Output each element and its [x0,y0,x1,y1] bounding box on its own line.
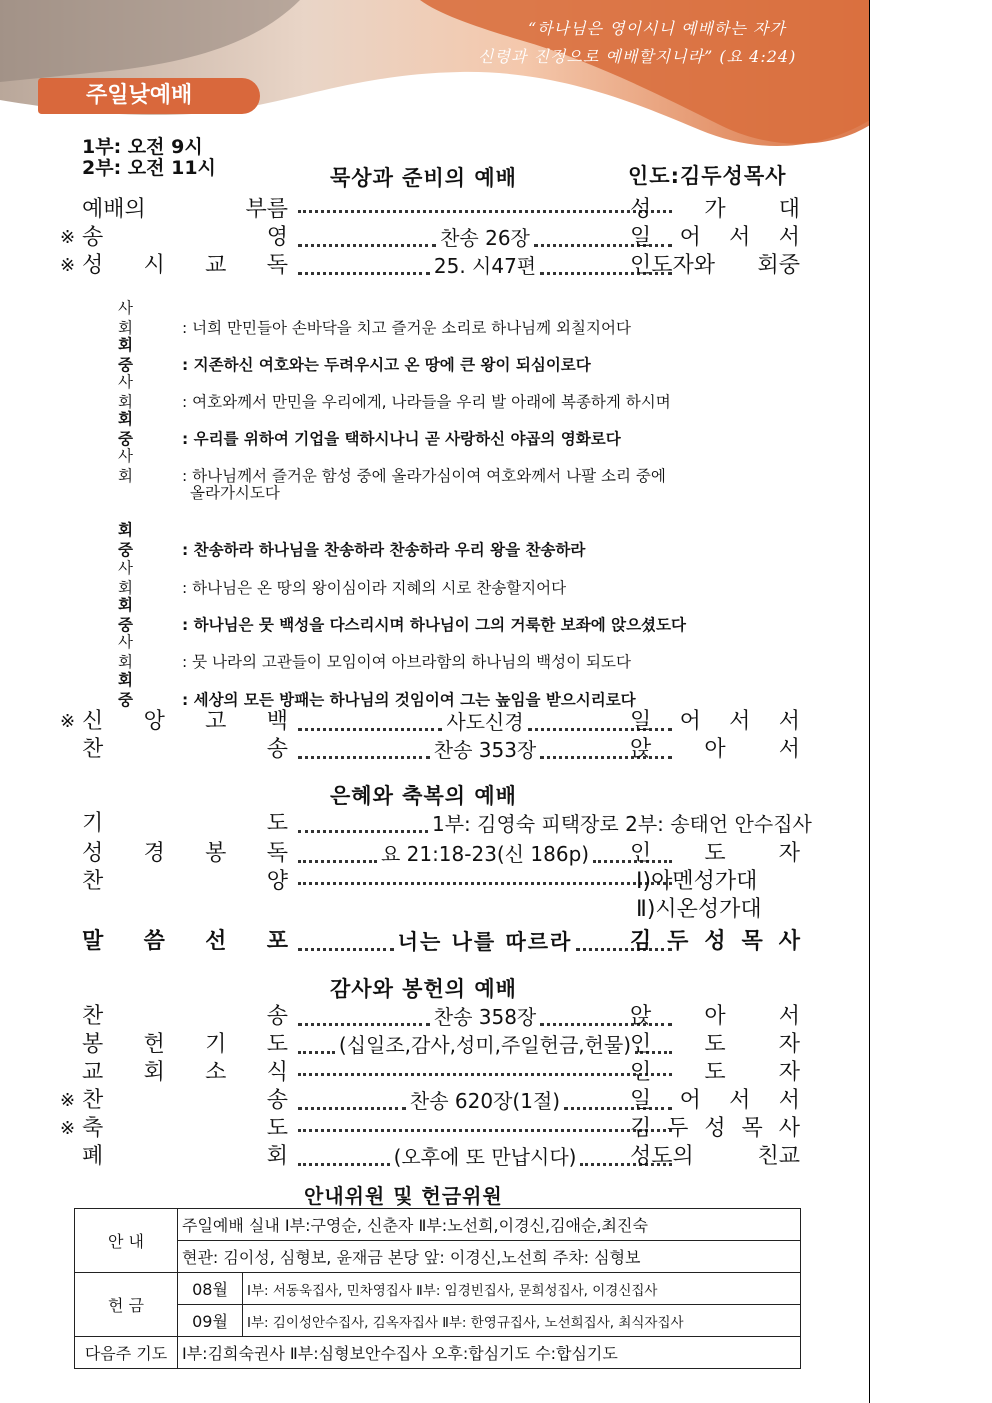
order-row-close [60,1143,800,1171]
reading-text: 올라가시도다 [190,484,280,502]
responsive-line: 회 중 : 찬송하라 하나님을 찬송하라 찬송하라 우리 왕을 찬송하라 [118,521,586,559]
reading-text: 지존하신 여호와는 두려우시고 온 땅에 큰 왕이 되심이로다 [193,356,591,374]
order-performer: 앉 아 서 [630,737,800,762]
order-performer: 앉 아 서 [630,1004,800,1029]
section-title-thanks: 감사와 봉헌의 예배 [330,977,517,1001]
sermon-title: 너는 나를 따르라 [397,930,573,954]
order-performer: 인 도 자 [630,1060,800,1085]
order-performer: 인도자와 회중 [630,253,800,278]
order-detail-text: 찬송 620장(1절) [409,1089,561,1113]
order-detail [294,1031,676,1059]
stand-mark: ※ [60,227,76,248]
speaker: 사 회 [118,447,149,485]
september-month: 09월 [178,1305,243,1337]
order-performer: 일 어 서 서 [630,225,800,250]
order-detail-text: 사도신경 [446,710,524,734]
order-detail-text: 찬송 26장 [440,226,530,250]
order-detail [294,252,676,280]
verse-line-1: “하나님은 영이시니 예배하는 자가 [528,19,786,38]
order-row-creed [60,708,800,736]
service-badge: 주일낮예배 [38,78,260,114]
order-row-reading [60,252,800,280]
order-detail [294,928,676,956]
responsive-line-cont [190,483,280,503]
order-detail [294,1003,676,1031]
offering-label: 헌 금 [75,1273,178,1337]
speaker: 사 회 [118,559,149,597]
order-name: 성 경 봉 독 [82,841,288,866]
order-name: 찬 송 [82,1088,288,1113]
order-detail-text: (십일조,감사,성미,주일헌금,헌물) [338,1033,632,1057]
section-title-meditation: 묵상과 준비의 예배 [330,166,517,190]
order-detail-text: 25. 시47편 [433,254,537,278]
order-name: 말 씀 선 포 [82,929,288,954]
order-performer: 일 어 서 서 [630,1088,800,1113]
responsive-line: 사 회 : 하나님께서 즐거운 함성 중에 올라가심이여 여호와께서 나팔 소리 중에 [118,447,666,485]
order-detail-text: 요 21:18-23(신 186p) [380,842,590,866]
responsive-line: 회 중 : 지존하신 여호와는 두려우시고 온 땅에 큰 왕이 되심이로다 [118,336,591,374]
order-name: 봉 헌 기 도 [82,1032,288,1057]
next-prayer-label: 다음주 기도 [75,1337,178,1369]
reading-text: 뭇 나라의 고관들이 모임이여 아브라함의 하나님의 백성이 되도다 [192,653,631,671]
responsive-line: 사 회 : 뭇 나라의 고관들이 모임이여 아브라함의 하나님의 백성이 되도다 [118,633,631,671]
order-row-hymn4 [60,1087,800,1115]
order-row-scripture [60,840,800,868]
order-performer: 성도의 친교 [630,1144,800,1169]
order-row-sermon [60,928,800,956]
responsive-line: 회 중 : 세상의 모든 방패는 하나님의 것임이여 그는 높임을 받으시리로다 [118,671,636,709]
order-detail [294,1087,676,1115]
speaker: 사 회 [118,373,149,411]
order-name: 찬 송 [82,1004,288,1029]
order-name: 예배의 부름 [82,197,288,222]
order-detail [294,1115,676,1132]
responsive-line: 사 회 : 여호와께서 만민을 우리에게, 나라들을 우리 발 아래에 복종하게 하시며 [118,373,671,411]
order-detail [294,196,676,213]
order-detail-text: 1부: 김영숙 피택장로 2부: 송태언 안수집사 [432,812,812,836]
order-performer: Ⅱ)시온성가대 [636,897,762,922]
august-month: 08월 [178,1273,243,1305]
speaker: 사 회 [118,299,149,337]
order-row-hymn2 [60,736,800,764]
reading-text: 하나님께서 즐거운 함성 중에 올라가심이여 여호와께서 나팔 소리 중에 [192,467,666,485]
order-performer: 성 가 대 [630,197,800,222]
order-detail [294,840,676,868]
service-time-2: 2부: 오전 11시 [82,157,216,179]
verse-line-2: 신령과 진정으로 예배할지니라” (요 4:24) [478,47,797,66]
staff-title: 안내위원 및 헌금위원 [304,1184,503,1208]
order-detail-text: 찬송 353장 [433,738,537,762]
speaker: 회 중 [118,671,149,709]
stand-mark: ※ [60,255,76,276]
speaker: 회 중 [118,410,149,448]
reading-text: 너희 만민들아 손바닥을 치고 즐거운 소리로 하나님께 외칠지어다 [192,319,631,337]
order-name: 송 영 [82,225,288,250]
order-row-anthem-2 [60,896,800,924]
order-name: 성 시 교 독 [82,253,288,278]
responsive-line: 사 회 : 하나님은 온 땅의 왕이심이라 지혜의 시로 찬송할지어다 [118,559,567,597]
order-row-blessing [60,1115,800,1143]
reading-text: 하나님은 뭇 백성을 다스리시며 하나님이 그의 거룩한 보좌에 앉으셨도다 [193,616,686,634]
order-detail [294,810,854,838]
guide-row-2: 현관: 김이성, 심형보, 윤재금 본당 앞: 이경신,노선희 주차: 심형보 [178,1241,801,1273]
speaker: 회 중 [118,596,149,634]
speaker: 회 중 [118,336,149,374]
preacher: 김 두 성 목 사 [630,929,800,954]
order-row-prayer [60,810,812,838]
order-detail [294,708,676,736]
order-name: 기 도 [82,811,288,836]
order-name: 축 도 [82,1116,288,1141]
order-row-call [60,196,800,224]
order-name: 찬 송 [82,737,288,762]
service-time-1: 1부: 오전 9시 [82,136,203,158]
speaker: 회 중 [118,521,149,559]
order-detail-text: (오후에 또 만납시다) [393,1145,577,1169]
reading-text: 하나님은 온 땅의 왕이심이라 지혜의 시로 찬송할지어다 [192,579,567,597]
order-detail [294,868,676,885]
order-detail [294,736,676,764]
order-performer: 인 도 자 [630,1032,800,1057]
order-name: 찬 양 [82,869,288,894]
guide-row-1: 주일예배 실내 Ⅰ부:구영순, 신춘자 Ⅱ부:노선희,이경신,김애순,최진숙 [178,1209,801,1241]
reading-text: 여호와께서 만민을 우리에게, 나라들을 우리 발 아래에 복종하게 하시며 [192,393,671,411]
order-detail [294,224,676,252]
order-name: 교 회 소 식 [82,1060,288,1085]
august-offering: Ⅰ부: 서동욱집사, 민차영집사 Ⅱ부: 임경빈집사, 문희성집사, 이경신집사 [243,1273,801,1305]
order-row-hymn1 [60,224,800,252]
order-name: 폐 회 [82,1144,288,1169]
responsive-line: 사 회 : 너희 만민들아 손바닥을 치고 즐거운 소리로 하나님께 외칠지어다 [118,299,631,337]
margin-line [869,170,870,1403]
order-performer: 일 어 서 서 [630,709,800,734]
order-performer: Ⅰ)아멘성가대 [636,869,758,894]
order-row-news [60,1059,800,1087]
order-performer: 김 두 성 목 사 [630,1116,800,1141]
order-performer: 인 도 자 [630,841,800,866]
september-offering: Ⅰ부: 김이성안수집사, 김옥자집사 Ⅱ부: 한영규집사, 노선희집사, 최식자집사 [243,1305,801,1337]
reading-text: 우리를 위하여 기업을 택하시나니 곧 사랑하신 야곱의 영화로다 [193,430,621,448]
order-row-offering [60,1031,800,1059]
responsive-line: 회 중 : 하나님은 뭇 백성을 다스리시며 하나님이 그의 거룩한 보좌에 앉으셨도다 [118,596,686,634]
order-detail-text: 찬송 358장 [433,1005,537,1029]
stand-mark: ※ [60,1118,76,1139]
stand-mark: ※ [60,711,76,732]
reading-text: 세상의 모든 방패는 하나님의 것임이여 그는 높임을 받으시리로다 [193,691,636,709]
order-row-hymn3 [60,1003,800,1031]
next-prayer: Ⅰ부:김희숙권사 Ⅱ부:심형보안수집사 오후:합심기도 수:합심기도 [178,1337,801,1369]
guide-label: 안 내 [75,1209,178,1273]
speaker: 사 회 [118,633,149,671]
order-name: 신 앙 고 백 [82,709,288,734]
order-detail [294,1059,676,1076]
order-row-anthem [60,868,800,896]
worship-leader: 인도:김두성목사 [628,164,787,188]
order-detail [294,1143,676,1171]
stand-mark: ※ [60,1090,76,1111]
section-title-grace: 은혜와 축복의 예배 [330,784,517,808]
reading-text: 찬송하라 하나님을 찬송하라 찬송하라 우리 왕을 찬송하라 [193,541,586,559]
responsive-line: 회 중 : 우리를 위하여 기업을 택하시나니 곧 사랑하신 야곱의 영화로다 [118,410,621,448]
staff-table [74,1208,801,1369]
